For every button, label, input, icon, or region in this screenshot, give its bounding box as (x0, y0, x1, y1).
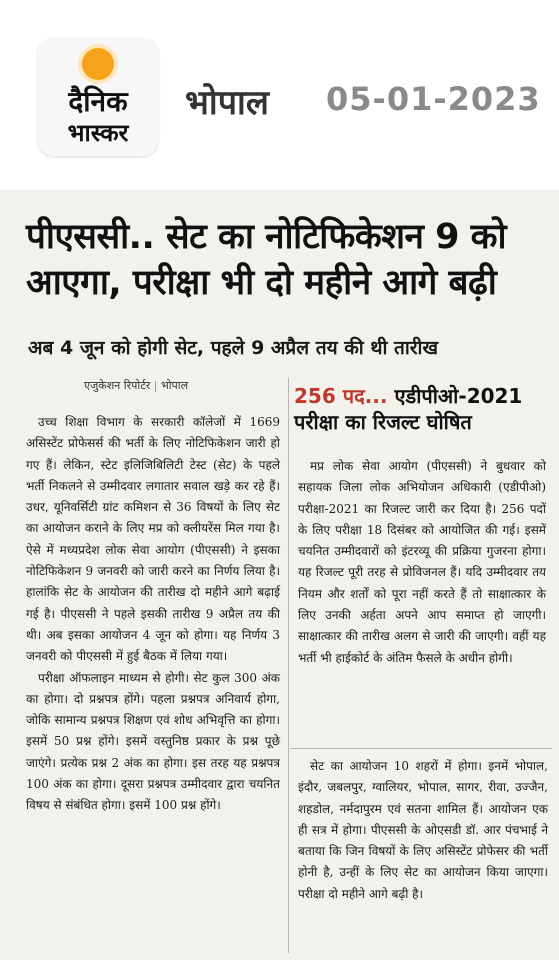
header-bar (0, 0, 559, 185)
article-subheadline: अब 4 जून को होगी सेट, पहले 9 अप्रैल तय की थी तारीख (28, 337, 438, 359)
sidebar-title-accent: 256 पद... (294, 384, 388, 408)
logo-line2: भास्कर (67, 118, 129, 147)
byline (84, 378, 188, 393)
sidebar-paragraph: मप्र लोक सेवा आयोग (पीएससी) ने बुधवार को सहायक जिला लोक अभियोजन अधिकारी (एडीपीओ) परीक्षा-2021 का रिजल्ट जारी कर दिया है। 256 पदों के लिए परीक्षा 18 दिसंबर को आयोजित की गई। इसमें चयनित उम्मीदवारों को इंटरव्यू की प्रक्रिया गुजरना होगा। यह रिजल्ट पूरी तरह से प्रोविजनल हैं। यदि उम्मीदवार तय नियम और शर्तों को पूरा नहीं करते हैं तो साक्षात्कार के लिए उनकी अर्हता अपने आप समाप्त हो जाएगी। साक्षात्कार की तारीख अलग से जारी की जाएगी। वहीं यह भर्ती भी हाईकोर्ट के अंतिम फैसले के अधीन होगी। (298, 459, 546, 665)
byline-author: एजुकेशन रिपोर्टर (84, 379, 151, 392)
sidebar-title-rest: एडीपीओ-2021 परीक्षा का रिजल्ट घोषित (294, 384, 523, 434)
sidebar-story-title (294, 383, 556, 435)
article-paragraph: सेट का आयोजन 10 शहरों में होगा। इनमें भोपाल, इंदौर, जबलपुर, ग्वालियर, भोपाल, सागर, रीवा, उज्जैन, शहडोल, नर्मदापुरम एवं सतना शामिल हैं। आयोजन एक ही सत्र में होगा। पीएससी के ओएसडी डॉ. आर पंचभाई ने बताया कि जिन विषयों के लिए असिस्टेंट प्रोफेसर की भर्ती होनी है, उन्हीं के लिए सेट का आयोजन किया जाएगा। परीक्षा दो महीने आगे बढ़ी है। (298, 759, 548, 901)
edition-date: 05-01-2023 (326, 80, 541, 118)
byline-city: भोपाल (160, 379, 189, 392)
article-body-right (298, 756, 548, 905)
logo-line1: दैनिक (68, 85, 128, 118)
article-paragraph: उच्च शिक्षा विभाग के सरकारी कॉलेजों में 1669 असिस्टेंट प्रोफेसर्स की भर्ती के लिए नोटिफिकेशन जारी हो गए हैं। लेकिन, स्टेट इलिजिबिलिटी टेस्ट (सेट) के पहले भर्ती निकलने से उम्मीदवार लगातार सवाल खड़े कर रहे हैं। उधर, यूनिवर्सिटी ग्रांट कमिशन से 36 विषयों के लिए सेट का आयोजन कराने के लिए मप्र को क्लीयरेंस मिल गया है। ऐसे में मध्यप्रदेश लोक सेवा आयोग (पीएससी) ने इसका नोटिफिकेशन 9 जनवरी को जारी करने का निर्णय लिया है। हालांकि सेट के आयोजन की तारीख दो महीने आगे बढ़ाई गई है। पीएससी ने पहले इसकी तारीख 9 अप्रैल तय की थी। अब इसका आयोजन 4 जून को होगा। यह निर्णय 3 जनवरी को पीएससी में हुई बैठक में लिया गया। (26, 415, 280, 664)
article-headline: पीएससी.. सेट का नोटिफिकेशन 9 को आएगा, परीक्षा भी दो महीने आगे बढ़ी (26, 217, 507, 303)
article-paragraph: परीक्षा ऑफलाइन माध्यम से होगी। सेट कुल 300 अंक का होगा। दो प्रश्नपत्र होंगे। पहला प्रश्नपत्र अनिवार्य होगा, जोकि सामान्य प्रश्नपत्र शिक्षण एवं शोध अभिवृत्ति का होगा। इसमें 50 प्रश्न होंगे। इसमें वस्तुनिष्ठ प्रकार के प्रश्न पूछे जाएंगे। प्रत्येक प्रश्न 2 अंक का होगा। इस तरह यह प्रश्नपत्र 100 अंक का होगा। दूसरा प्रश्नपत्र उम्मीदवार द्वारा चयनित विषय से संबंधित होगा। इसमें 100 प्रश्न होंगे। (26, 670, 280, 813)
column-divider (288, 378, 289, 953)
article-body-left (26, 412, 280, 817)
edition-city: भोपाल (185, 83, 269, 123)
sun-icon (82, 48, 114, 80)
sidebar-story-body (298, 456, 546, 669)
byline-separator: | (153, 379, 161, 392)
dainik-bhaskar-logo[interactable] (38, 38, 158, 156)
sidebar-bottom-rule (290, 748, 552, 749)
